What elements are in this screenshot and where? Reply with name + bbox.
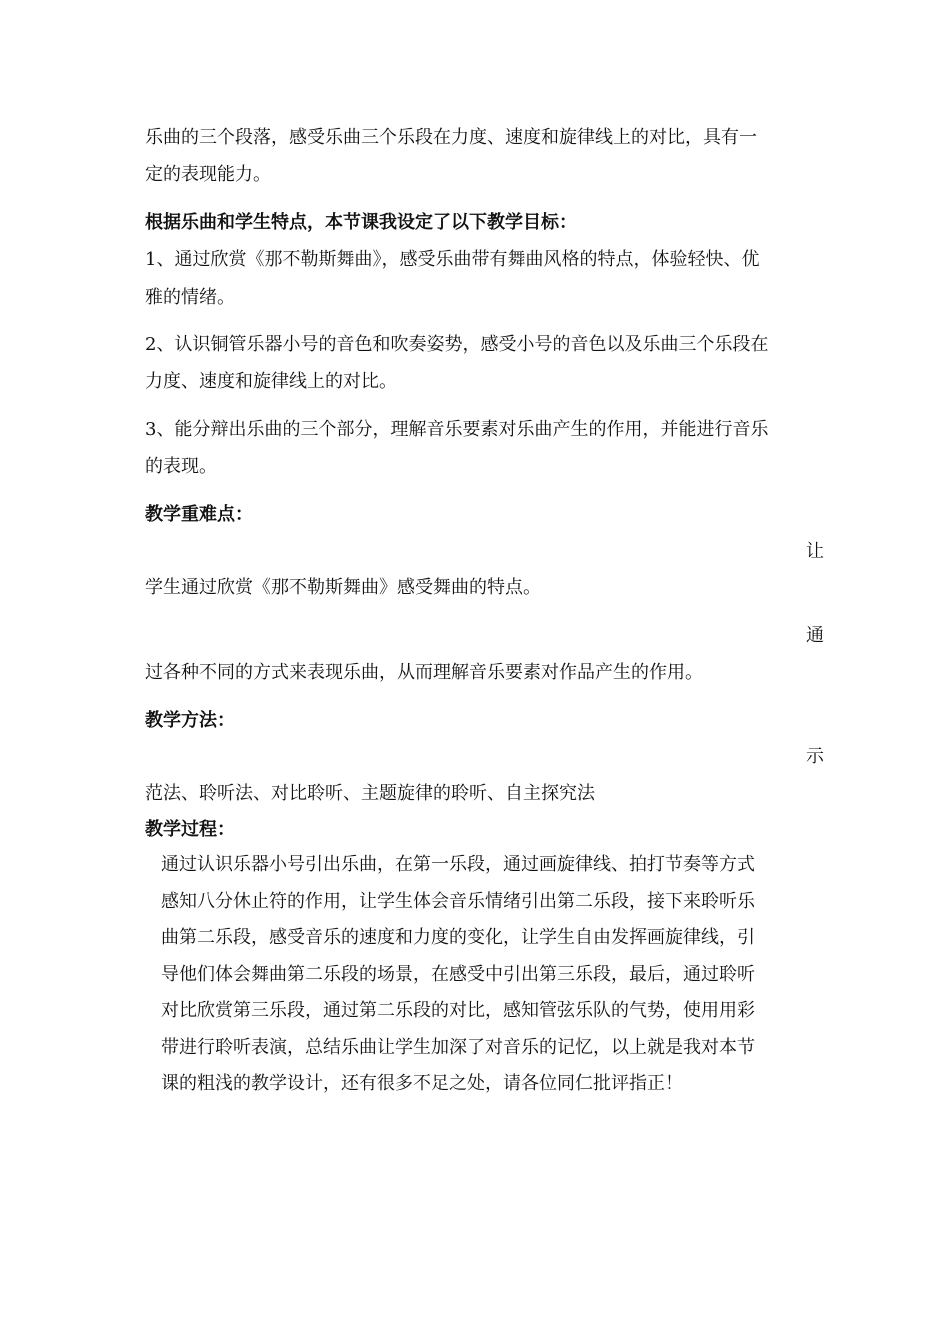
- objectives-heading: 根据乐曲和学生特点，本节课我设定了以下教学目标：: [145, 212, 577, 233]
- methods-first-char: 示: [806, 746, 824, 767]
- objective-3-line-2: 的表现。: [145, 456, 217, 477]
- objective-2-line-2: 力度、速度和旋律线上的对比。: [145, 371, 397, 392]
- key-point-1-text: 学生通过欣赏《那不勒斯舞曲》感受舞曲的特点。: [145, 577, 541, 598]
- key-point-1-first-char: 让: [806, 541, 824, 562]
- process-heading: 教学过程：: [145, 819, 235, 840]
- process-line-1: 通过认识乐器小号引出乐曲，在第一乐段，通过画旋律线、拍打节奏等方式: [161, 854, 755, 875]
- process-line-4: 导他们体会舞曲第二乐段的场景，在感受中引出第三乐段，最后，通过聆听: [161, 964, 755, 985]
- key-points-heading: 教学重难点：: [145, 504, 253, 525]
- process-line-6: 带进行聆听表演，总结乐曲让学生加深了对音乐的记忆，以上就是我对本节: [161, 1037, 755, 1058]
- key-point-2-text: 过各种不同的方式来表现乐曲，从而理解音乐要素对作品产生的作用。: [145, 662, 703, 683]
- methods-text: 范法、聆听法、对比聆听、主题旋律的聆听、自主探究法: [145, 783, 595, 804]
- methods-heading: 教学方法：: [145, 710, 235, 731]
- process-line-7: 课的粗浅的教学设计，还有很多不足之处，请各位同仁批评指正！: [161, 1073, 683, 1094]
- intro-line-2: 定的表现能力。: [145, 164, 271, 185]
- objective-3-line-1: 3、能分辩出乐曲的三个部分，理解音乐要素对乐曲产生的作用，并能进行音乐: [145, 419, 769, 440]
- process-line-5: 对比欣赏第三乐段，通过第二乐段的对比，感知管弦乐队的气势，使用用彩: [161, 1000, 755, 1021]
- process-line-2: 感知八分休止符的作用，让学生体会音乐情绪引出第二乐段，接下来聆听乐: [161, 891, 755, 912]
- objective-2-line-1: 2、认识铜管乐器小号的音色和吹奏姿势，感受小号的音色以及乐曲三个乐段在: [145, 334, 769, 355]
- process-line-3: 曲第二乐段，感受音乐的速度和力度的变化，让学生自由发挥画旋律线，引: [161, 927, 755, 948]
- objective-1-line-2: 雅的情绪。: [145, 287, 235, 308]
- key-point-2-first-char: 通: [806, 625, 824, 646]
- intro-line-1: 乐曲的三个段落，感受乐曲三个乐段在力度、速度和旋律线上的对比，具有一: [145, 127, 757, 148]
- objective-1-line-1: 1、通过欣赏《那不勒斯舞曲》，感受乐曲带有舞曲风格的特点，体验轻快、优: [145, 249, 760, 270]
